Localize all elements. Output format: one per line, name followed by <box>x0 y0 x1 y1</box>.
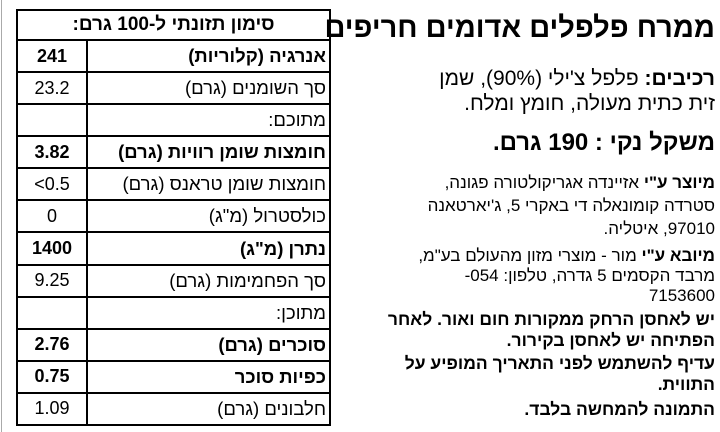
label-cell: חומצות שומן טראנס (גרם) <box>122 173 326 195</box>
table-row-of-which-fat <box>18 103 329 135</box>
table-row-trans-fat <box>18 167 329 199</box>
product-title: ממרח פלפלים אדומים חריפים <box>324 12 715 44</box>
manufacturer-paragraph <box>334 171 715 240</box>
ingredients-label: רכיבים: <box>644 67 715 90</box>
manufacturer-text: אזיינדה אגריקולטורה פגונה, <box>444 173 644 192</box>
importer-phone: 7153600 <box>648 286 715 305</box>
importer-line-1 <box>334 246 715 266</box>
manufacturer-line-1 <box>334 171 715 194</box>
manufacturer-line-2: סטרדה קומונאלה די באקרי 5, ג'יארטאנה <box>427 196 715 215</box>
label-cell: אנרגיה (קלוריות) <box>188 45 326 67</box>
table-row-saturated-fat <box>18 135 329 167</box>
manufacturer-label: מיוצר ע"י <box>643 173 715 192</box>
best-before-line-2: התווית. <box>657 374 715 394</box>
value-cell: 241 <box>18 41 88 71</box>
importer-text: מור - מוצרי מזון מהעולם בע"מ, <box>418 246 642 265</box>
value-cell: 0 <box>18 201 88 231</box>
value-cell: 2.76 <box>18 330 88 360</box>
label-edge-line <box>1 0 2 432</box>
value-cell <box>18 105 88 135</box>
table-row-of-which-carbs <box>18 296 329 328</box>
manufacturer-line-3: 97010, איטליה. <box>603 219 715 238</box>
ingredients-text: פלפל צ'ילי (90%), שמן <box>439 67 645 90</box>
storage-line-2: הפתיחה יש לאחסן בקירור. <box>506 330 715 350</box>
storage-instructions <box>334 309 715 351</box>
table-row-protein <box>18 392 329 424</box>
ingredients-line-2: זית כתית מעולה, חומץ ומלח. <box>464 92 715 115</box>
product-info <box>324 0 715 420</box>
value-cell: 9.25 <box>18 266 88 296</box>
table-row-total-carbs <box>18 264 329 296</box>
label-cell: חלבונים (גרם) <box>217 397 326 419</box>
image-disclaimer: התמונה להמחשה בלבד. <box>524 399 715 419</box>
best-before-line-1: עדיף להשתמש לפני התאריך המופיע על <box>404 353 715 373</box>
storage-line-1: יש לאחסן הרחק ממקורות חום ואור. לאחר <box>387 309 715 329</box>
table-row-energy <box>18 39 329 71</box>
ingredients-line-1 <box>334 66 715 91</box>
label-cell: כפיות סוכר <box>234 365 326 387</box>
value-cell: 23.2 <box>18 73 88 103</box>
net-weight: משקל נקי : 190 גרם. <box>492 129 715 156</box>
value-cell: 0.75 <box>18 362 88 392</box>
label-cell: סוכרים (גרם) <box>218 333 326 355</box>
label-cell: כולסטרול (מ"ג) <box>208 205 326 227</box>
value-cell: 3.82 <box>18 137 88 167</box>
label-cell: חומצות שומן רוויות (גרם) <box>118 141 326 163</box>
importer-line-2: מרבד הקסמים 5 גדרה, טלפון: 054- <box>464 266 715 285</box>
value-cell: 1.09 <box>18 394 88 424</box>
label-cell: מתוכם: <box>268 109 326 131</box>
value-cell <box>18 298 88 328</box>
label-cell: מתוכן: <box>276 301 326 323</box>
value-cell: <0.5 <box>18 169 88 199</box>
label-cell: סך השומנים (גרם) <box>184 77 326 99</box>
table-row-sugar-teaspoons <box>18 360 329 392</box>
nutrition-table <box>16 9 331 426</box>
value-cell: 1400 <box>18 233 88 263</box>
label-cell: נתרן (מ"ג) <box>239 237 326 259</box>
nutrition-table-header: סימון תזונתי ל-100 גרם: <box>72 14 275 35</box>
table-row-total-fat <box>18 71 329 103</box>
importer-paragraph <box>334 246 715 306</box>
table-row-cholesterol <box>18 199 329 231</box>
best-before-note <box>334 353 715 395</box>
label-cell: סך הפחמימות (גרם) <box>169 269 326 291</box>
importer-label: מיובא ע"י <box>641 246 715 265</box>
table-row-sugars <box>18 328 329 360</box>
ingredients-paragraph <box>334 66 715 116</box>
table-row-sodium <box>18 231 329 263</box>
